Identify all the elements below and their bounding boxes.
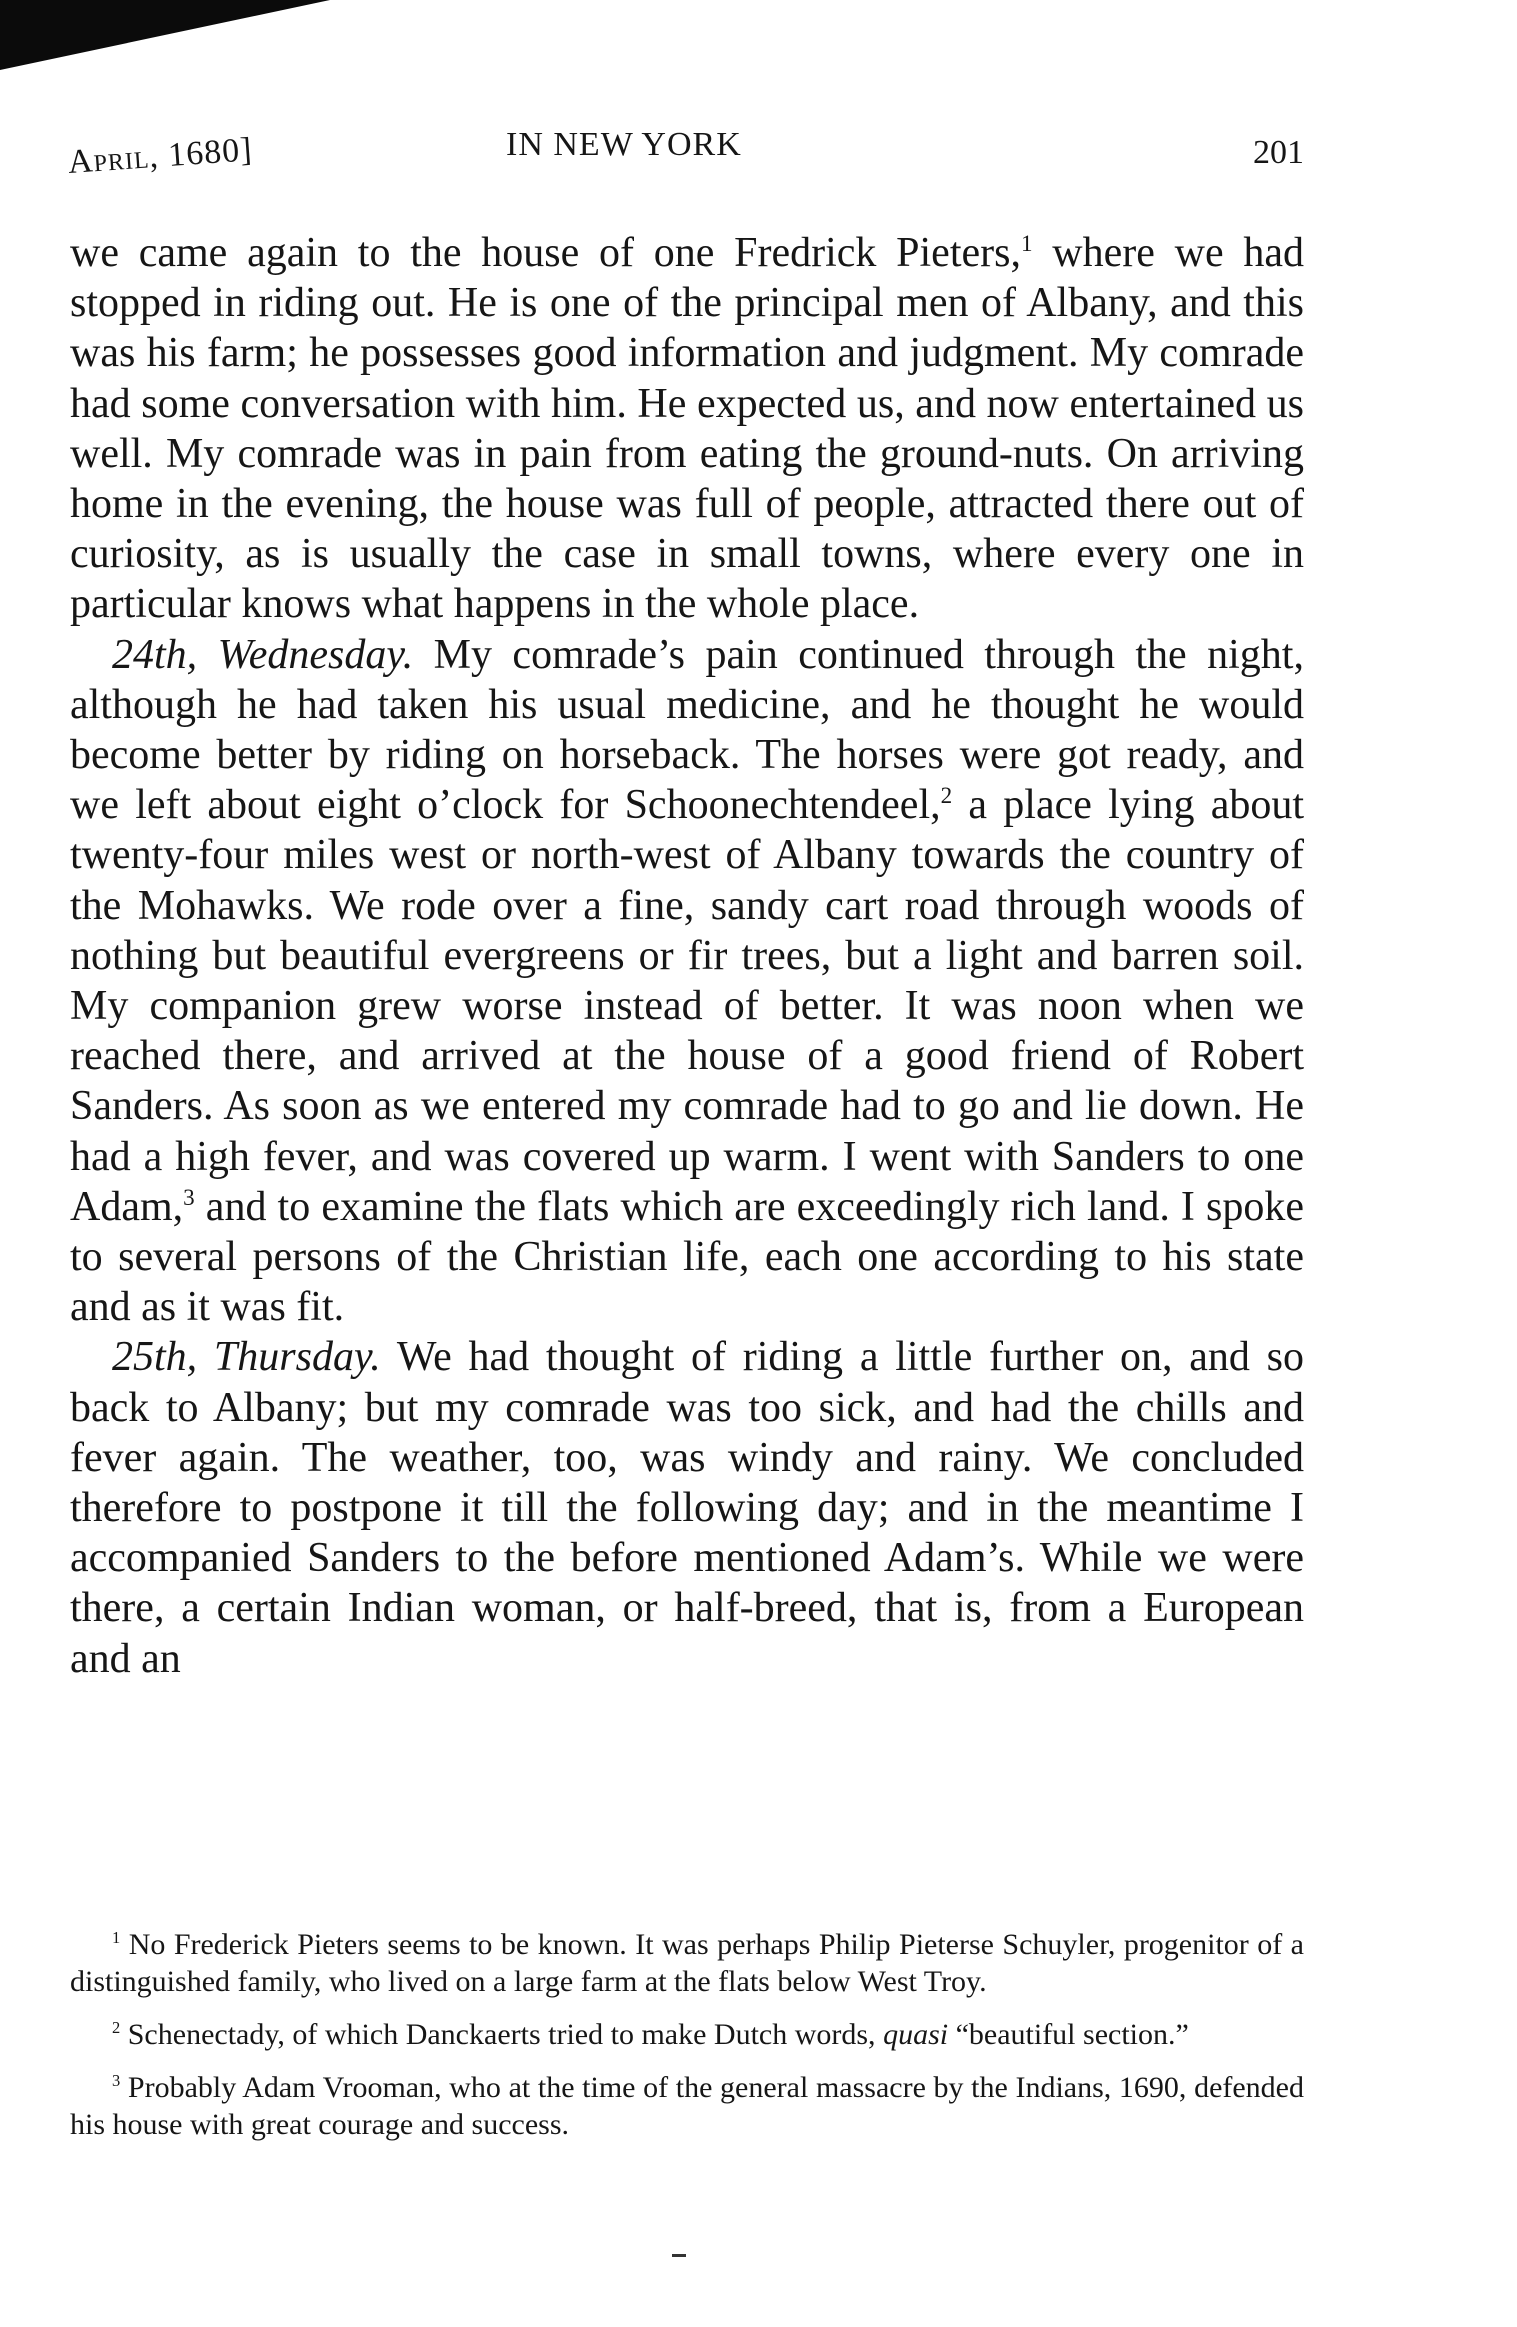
paragraph-entry-24th bbox=[70, 630, 1304, 1333]
footnote-reference: 3 bbox=[183, 1183, 195, 1210]
text-run: “beautiful section.” bbox=[948, 2018, 1189, 2051]
scan-edge-shadow bbox=[0, 0, 330, 70]
text-run: Schenectady, of which Danckaerts tried to make Dutch words, bbox=[120, 2018, 884, 2051]
running-head bbox=[68, 126, 1304, 186]
page-tick-mark bbox=[672, 2254, 686, 2257]
italic-run: quasi bbox=[883, 2018, 949, 2051]
text-run: My comrade’s pain continued through the night, although he had taken his usual medicine, and he thought he would become better by riding on horseback. The horses were got ready, and we left about eight o’clock for Schoonechtendeel, bbox=[70, 631, 1304, 829]
footnote-3 bbox=[70, 2069, 1304, 2143]
text-run: a place lying about twenty-four miles west or north-west of Albany towards the country of the Mohawks. We rode over a fine, sandy cart road through woods of nothing but beautiful evergreens or fir trees, but a light and barren soil. My companion grew worse instead of better. It was noon when we reached there, and arrived at the house of a good friend of Robert Sanders. As soon as we entered my comrade had to go and lie down. He had a high fever, and was covered up warm. I went with Sanders to one Adam, bbox=[70, 782, 1305, 1230]
footnote-reference: 1 bbox=[112, 1928, 121, 1947]
footnote-2 bbox=[70, 2016, 1304, 2053]
italic-run: 24th, Wednesday. bbox=[112, 631, 414, 678]
running-head-title: IN NEW YORK bbox=[506, 126, 742, 163]
text-run: we came again to the house of one Fredrick Pieters, bbox=[70, 230, 1021, 276]
italic-run: 25th, Thursday. bbox=[112, 1334, 381, 1381]
footnote-reference: 2 bbox=[940, 782, 953, 809]
text-run: and to examine the flats which are exceedingly rich land. I spoke to several persons of the Christian life, each one according to his state and as it was fit. bbox=[70, 1183, 1304, 1331]
text-run: where we had stopped in riding out. He is one of the principal men of Albany, and this was his farm; he possesses good information and judgment. My comrade had some conversation with him. He expected us, and now entertained us well. My comrade was in pain from eating the ground-nuts. On arriving home in the evening, the house was full of people, attracted there out of curiosity, as is usually the case in small towns, where every one in particular knows what happens in the whole place. bbox=[70, 230, 1304, 628]
text-run: Probably Adam Vrooman, who at the time of the general massacre by the Indians, 1690, defended his house with great courage and success. bbox=[70, 2071, 1304, 2141]
body-text bbox=[70, 228, 1304, 1684]
text-run: No Frederick Pieters seems to be known. It was perhaps Philip Pieterse Schuyler, progenitor of a distinguished family, who lived on a large farm at the flats below West Troy. bbox=[70, 1928, 1304, 1998]
footnote-1 bbox=[70, 1926, 1304, 2000]
footnotes bbox=[70, 1926, 1304, 2159]
text-run: We had thought of riding a little further on, and so back to Albany; but my comrade was too sick, and had the chills and fever again. The weather, too, was windy and rainy. We concluded therefore to postpone it till the following day; and in the meantime I accompanied Sanders to the before mentioned Adam’s. While we were there, a certain Indian woman, or half-breed, that is, from a European and an bbox=[70, 1334, 1304, 1682]
paragraph-continuation bbox=[70, 228, 1304, 630]
footnote-reference: 2 bbox=[112, 2018, 121, 2037]
running-head-date: April, 1680] bbox=[66, 131, 254, 181]
footnote-reference: 3 bbox=[112, 2071, 121, 2090]
page-number: 201 bbox=[1253, 134, 1304, 171]
footnote-reference: 1 bbox=[1020, 230, 1033, 256]
paragraph-entry-25th bbox=[70, 1332, 1304, 1683]
